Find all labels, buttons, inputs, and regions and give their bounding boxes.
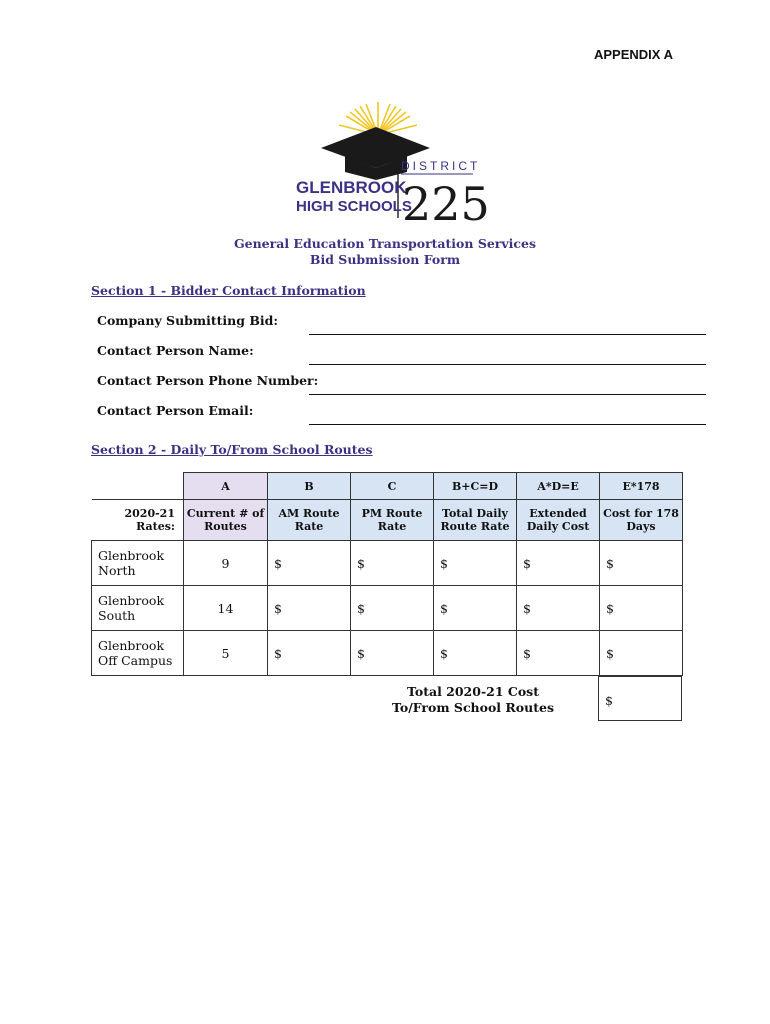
pm-rate-cell[interactable]: $ bbox=[351, 631, 434, 676]
column-subheader: Current # of Routes bbox=[184, 500, 268, 541]
pm-rate-cell[interactable]: $ bbox=[351, 541, 434, 586]
am-rate-cell[interactable]: $ bbox=[268, 541, 351, 586]
column-subheader: Cost for 178 Days bbox=[600, 500, 683, 541]
total-label-line1: Total 2020-21 Cost bbox=[406, 684, 539, 699]
contact-phone-label: Contact Person Phone Number: bbox=[97, 373, 319, 388]
table-column-letter-row bbox=[92, 473, 683, 500]
row-name-line2: Off Campus bbox=[98, 653, 173, 668]
total-daily-cell[interactable]: $ bbox=[434, 541, 517, 586]
company-input-line[interactable] bbox=[309, 334, 706, 335]
column-subheader: PM Route Rate bbox=[351, 500, 434, 541]
table-row bbox=[92, 541, 683, 586]
glenbrook-district-225-logo bbox=[288, 100, 490, 231]
row-name-line1: Glenbrook bbox=[98, 593, 165, 608]
table-corner bbox=[92, 473, 184, 500]
contact-email-label: Contact Person Email: bbox=[97, 403, 254, 418]
cost-178-days-cell[interactable]: $ bbox=[600, 541, 683, 586]
row-name-line2: North bbox=[98, 563, 136, 578]
total-daily-cell[interactable]: $ bbox=[434, 631, 517, 676]
cost-178-days-cell[interactable]: $ bbox=[600, 586, 683, 631]
pm-rate-cell[interactable]: $ bbox=[351, 586, 434, 631]
logo-name-line2: HIGH SCHOOLS bbox=[296, 198, 412, 215]
appendix-label: APPENDIX A bbox=[594, 47, 673, 62]
row-name bbox=[92, 541, 184, 586]
row-name bbox=[92, 631, 184, 676]
column-header: B+C=D bbox=[434, 473, 517, 500]
column-subheader: Total Daily Route Rate bbox=[434, 500, 517, 541]
row-name-line1: Glenbrook bbox=[98, 638, 165, 653]
form-title: General Education Transportation Services bbox=[233, 236, 537, 251]
column-subheader: Extended Daily Cost bbox=[517, 500, 600, 541]
row-name-line2: South bbox=[98, 608, 136, 623]
rates-label: 2020-21 Rates: bbox=[92, 500, 184, 541]
column-header: C bbox=[351, 473, 434, 500]
total-cost-cell[interactable]: $ bbox=[598, 676, 682, 721]
row-name bbox=[92, 586, 184, 631]
total-daily-cell[interactable]: $ bbox=[434, 586, 517, 631]
contact-name-input-line[interactable] bbox=[309, 364, 706, 365]
company-label: Company Submitting Bid: bbox=[97, 313, 279, 328]
logo-district-number: 225 bbox=[402, 177, 490, 231]
extended-daily-cell[interactable]: $ bbox=[517, 541, 600, 586]
am-rate-cell[interactable]: $ bbox=[268, 631, 351, 676]
contact-phone-input-line[interactable] bbox=[309, 394, 706, 395]
contact-name-label: Contact Person Name: bbox=[97, 343, 254, 358]
table-subheader-row bbox=[92, 500, 683, 541]
column-header: B bbox=[268, 473, 351, 500]
extended-daily-cell[interactable]: $ bbox=[517, 586, 600, 631]
column-header: A*D=E bbox=[517, 473, 600, 500]
cost-178-days-cell[interactable]: $ bbox=[600, 631, 683, 676]
total-cost-label bbox=[380, 684, 566, 716]
table-row bbox=[92, 586, 683, 631]
am-rate-cell[interactable]: $ bbox=[268, 586, 351, 631]
column-subheader: AM Route Rate bbox=[268, 500, 351, 541]
row-name-line1: Glenbrook bbox=[98, 548, 165, 563]
route-count: 5 bbox=[184, 631, 268, 676]
logo-district-word: DISTRICT bbox=[401, 159, 481, 173]
contact-email-input-line[interactable] bbox=[309, 424, 706, 425]
route-count: 14 bbox=[184, 586, 268, 631]
section-1-heading: Section 1 - Bidder Contact Information bbox=[91, 283, 366, 298]
total-label-line2: To/From School Routes bbox=[391, 700, 554, 715]
form-subtitle: Bid Submission Form bbox=[309, 252, 461, 267]
logo-name-line1: GLENBROOK bbox=[296, 178, 407, 197]
section-2-heading: Section 2 - Daily To/From School Routes bbox=[91, 442, 373, 457]
column-header: E*178 bbox=[600, 473, 683, 500]
routes-table bbox=[91, 472, 683, 676]
table-row bbox=[92, 631, 683, 676]
route-count: 9 bbox=[184, 541, 268, 586]
column-header: A bbox=[184, 473, 268, 500]
extended-daily-cell[interactable]: $ bbox=[517, 631, 600, 676]
